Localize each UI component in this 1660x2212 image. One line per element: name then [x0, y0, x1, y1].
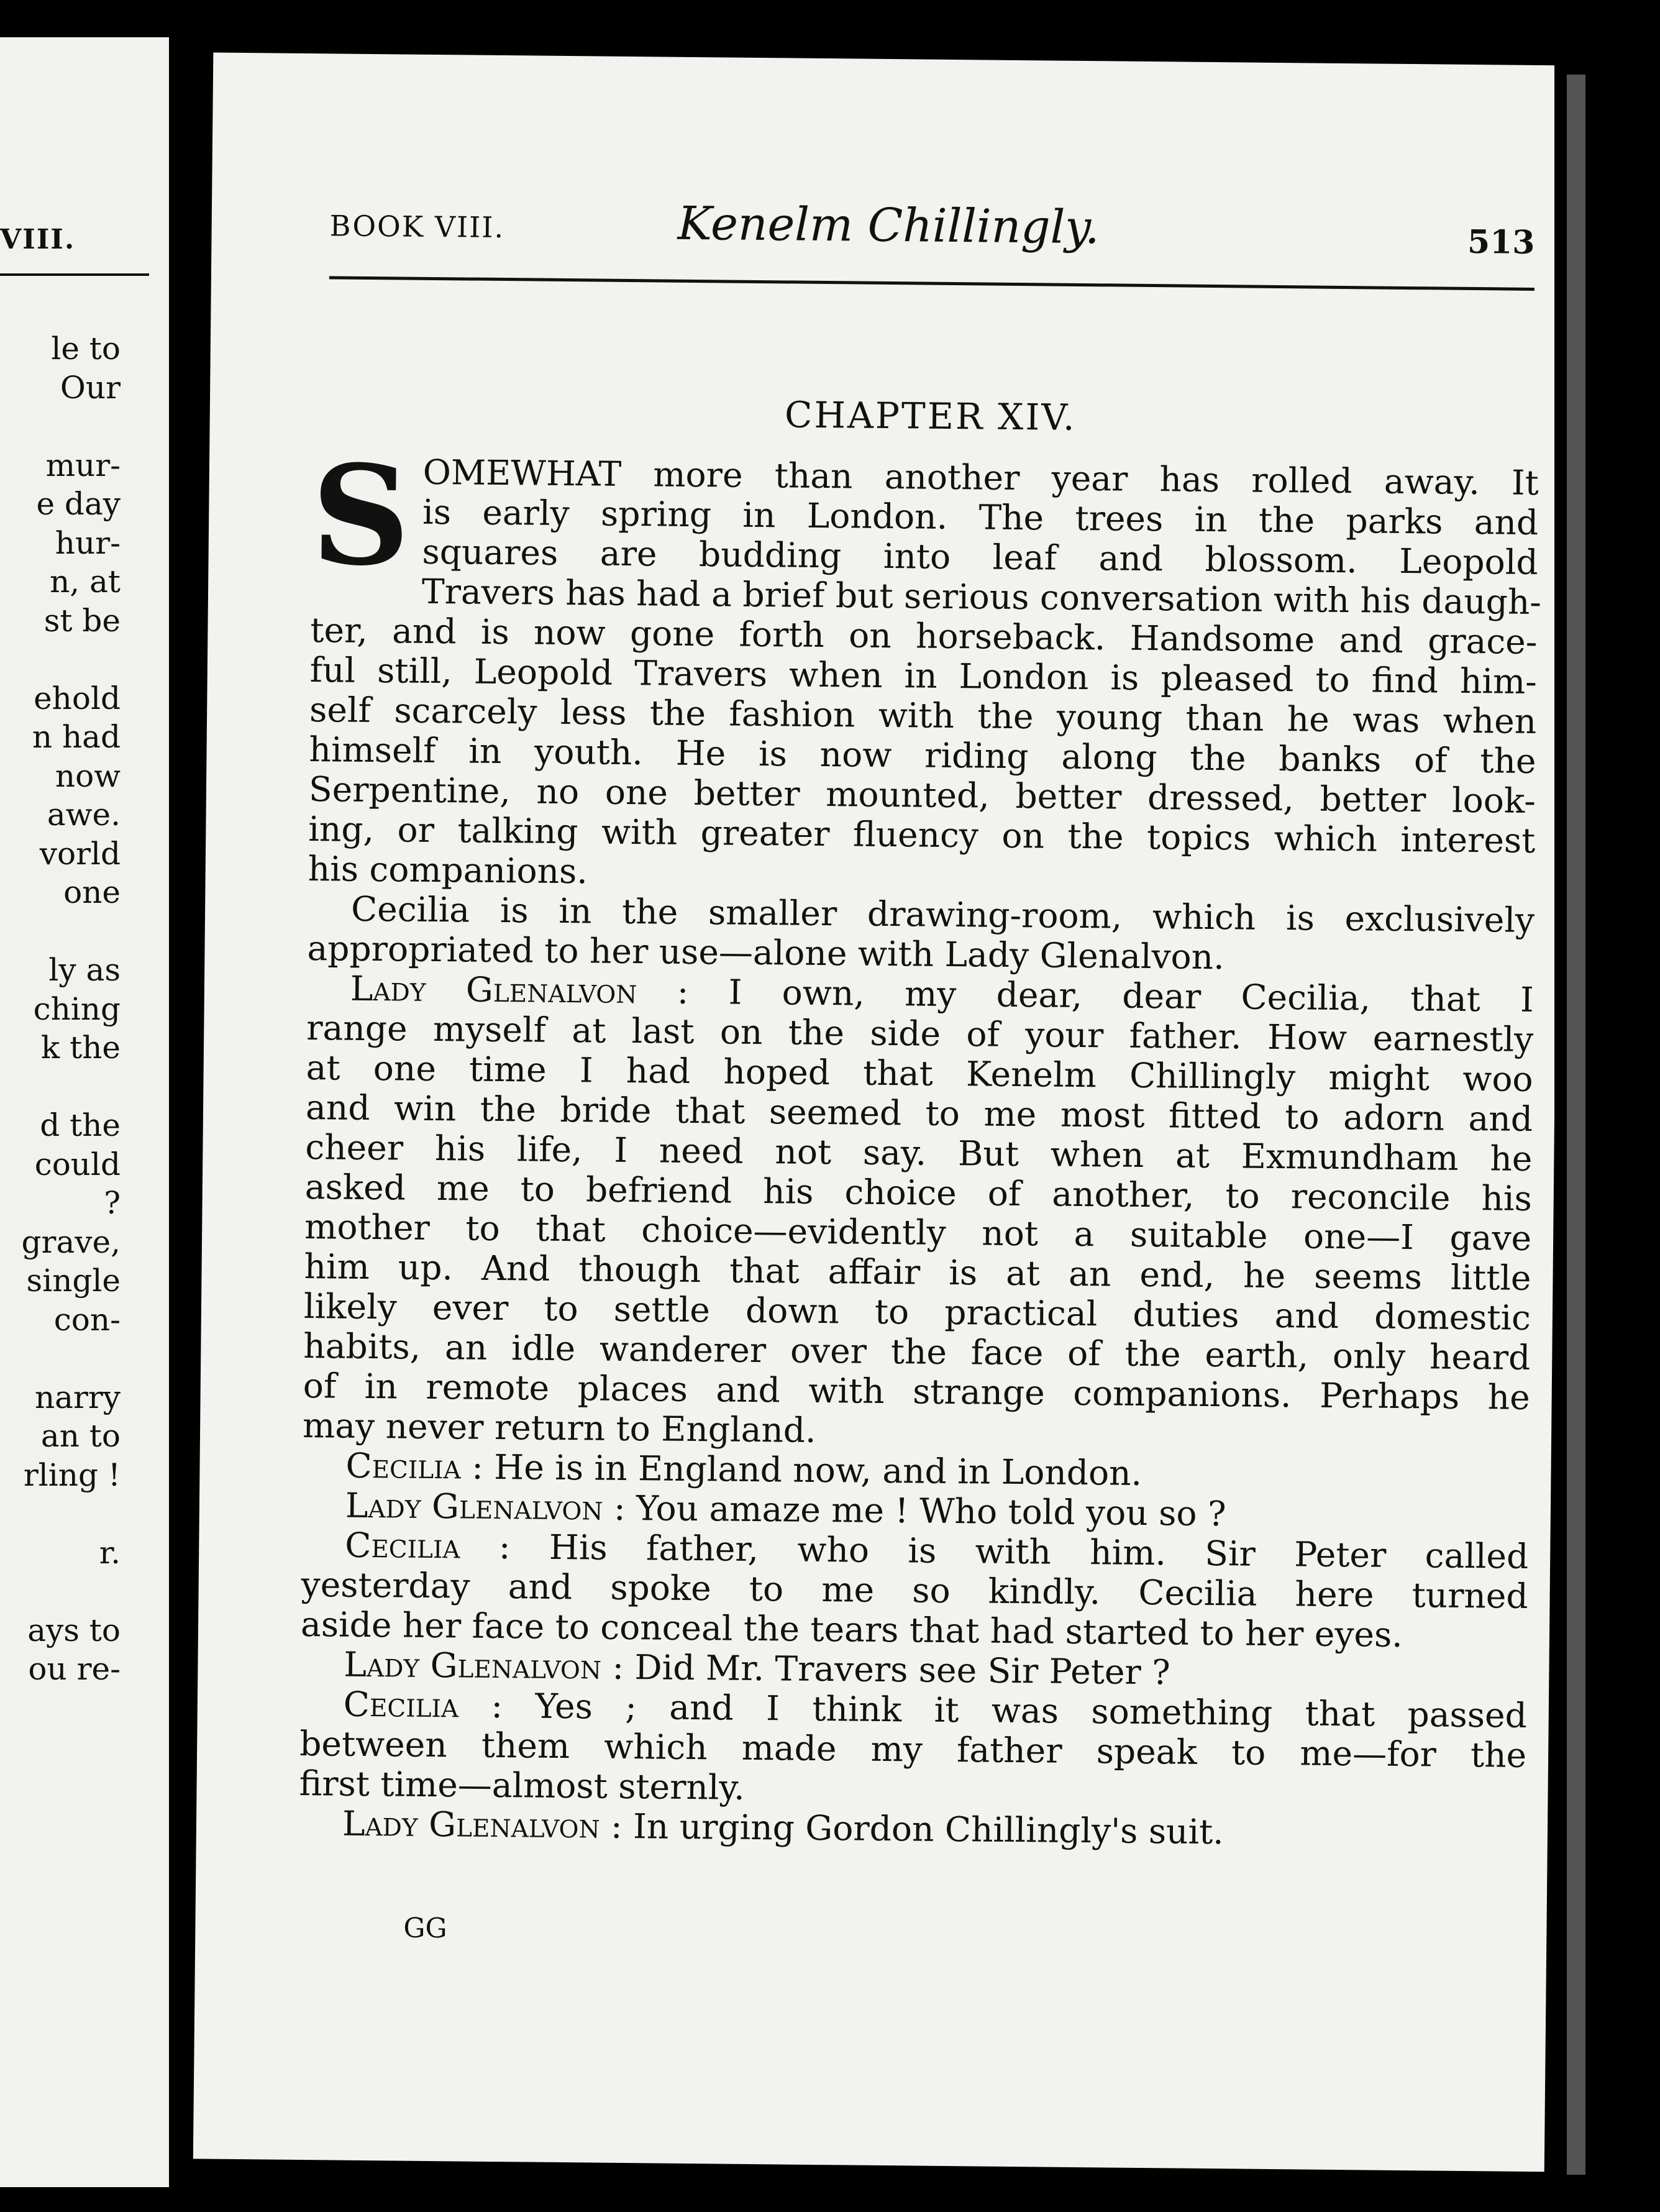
left-text-line: le to — [51, 331, 121, 367]
left-text-line: e day — [36, 486, 121, 522]
text-line: first time—almost sternly. — [299, 1763, 745, 1808]
left-text-line — [22, 912, 121, 951]
page-number: 513 — [1467, 222, 1535, 262]
text-line: ing, or talking with greater fluency on the topics which interest — [308, 809, 1536, 861]
speech-text: In urging Gordon Chillingly's suit. — [622, 1806, 1224, 1852]
left-text-line: Our — [60, 369, 121, 406]
left-page — [0, 37, 169, 2187]
left-text-line: could — [34, 1146, 121, 1182]
speech-text: He is in England now, and in London. — [483, 1446, 1142, 1493]
text-line: and win the bride that seemed to me most fitted to adorn and — [305, 1087, 1533, 1139]
left-text-line: mur- — [45, 447, 121, 483]
speech-text: Did Mr. Travers see Sir Peter ? — [623, 1647, 1170, 1693]
right-page — [193, 53, 1564, 2172]
left-text-line: hur- — [55, 524, 121, 561]
speech-text: You amaze me ! Who told you so ? — [625, 1488, 1226, 1534]
left-text-line — [22, 1339, 121, 1378]
text-line: is early spring in London. The trees in the parks and — [422, 491, 1539, 543]
text-line: appropriated to her use—alone with Lady Glenalvon. — [307, 928, 1224, 977]
paragraph-2 — [307, 889, 1535, 980]
text-line: himself in youth. He is now riding along the banks of the — [309, 729, 1536, 782]
left-text-line: n had — [32, 719, 121, 755]
text-line: him up. And though that affair is at an end, he seems little — [304, 1246, 1531, 1298]
left-text-line — [22, 407, 121, 446]
text-line: OMEWHAT more than another year has rolled away. It — [422, 452, 1539, 503]
speech-text: His father, who is with him. Sir Peter called — [510, 1527, 1529, 1576]
left-text-line — [22, 1572, 121, 1611]
left-text-line: single — [26, 1263, 121, 1299]
left-text-line: an to — [40, 1418, 121, 1454]
text-line: squares are budding into leaf and blossom. Leopold — [422, 531, 1538, 583]
signature-mark: GG — [403, 1912, 447, 1945]
left-text-line: st be — [43, 602, 121, 639]
running-header — [329, 193, 1535, 273]
text-line: between them which made my father speak to me—for the — [299, 1723, 1527, 1775]
book-label: BOOK VIII. — [329, 209, 505, 245]
chapter-title: CHAPTER XIV. — [784, 393, 1077, 439]
dialogue — [299, 968, 1534, 1855]
speaker-name: Lady Glenalvon : — [345, 1485, 626, 1528]
drop-cap: S — [310, 434, 411, 596]
left-text-line: narry — [34, 1379, 121, 1415]
page-edge-strip — [1567, 75, 1585, 2175]
running-title: Kenelm Chillingly. — [677, 196, 1100, 255]
left-text-line: grave, — [21, 1223, 121, 1260]
left-text-line — [22, 1494, 121, 1533]
speaker-name: Lady Glenalvon : — [344, 1644, 624, 1687]
text-line: habits, an idle wanderer over the face of the earth, only heard — [303, 1326, 1531, 1378]
text-line: range myself at last on the side of your father. How earnestly — [306, 1008, 1534, 1059]
speaker-name: Cecilia : — [345, 1525, 511, 1567]
text-line: Travers has had a brief but serious conversation with his daugh- — [421, 571, 1542, 623]
text-line: yesterday and spoke to me so kindly. Cecilia here turned — [301, 1564, 1528, 1616]
text-line: of in remote places and with strange companions. Perhaps he — [303, 1366, 1530, 1417]
paragraph-1 — [308, 434, 1542, 900]
left-page-rule — [0, 273, 149, 276]
speaker-name: Lady Glenalvon : — [342, 1803, 622, 1846]
text-line: Serpentine, no one better mounted, better dressed, better look- — [308, 769, 1536, 821]
left-text-line: ays to — [27, 1612, 121, 1648]
left-page-text — [22, 329, 121, 1689]
speaker-name: Cecilia : — [345, 1445, 484, 1487]
text-line: likely ever to settle down to practical duties and domestic — [303, 1286, 1531, 1338]
text-line: aside her face to conceal the tears that had started to her eyes. — [300, 1604, 1403, 1655]
text-line: ter, and is now gone forth on horseback. Handsome and grace- — [310, 610, 1538, 662]
speaker-name: Cecilia : — [343, 1684, 503, 1726]
text-line: cheer his life, I need not say. But when at Exmundham he — [305, 1127, 1533, 1179]
left-text-line: awe. — [47, 797, 121, 833]
text-line: Cecilia is in the smaller drawing-room, which is exclusively — [350, 889, 1535, 940]
left-text-line: ching — [33, 990, 121, 1027]
left-text-line: ehold — [34, 680, 121, 716]
speech-text: I own, my dear, dear Cecilia, that I — [688, 971, 1535, 1020]
text-line: asked me to befriend his choice of another, to reconcile his — [304, 1167, 1533, 1218]
body-text — [299, 434, 1542, 1855]
text-line: his companions. — [308, 849, 588, 892]
left-text-line: one — [63, 874, 121, 910]
left-text-line: now — [55, 757, 121, 794]
text-line: may never return to England. — [302, 1405, 816, 1450]
left-text-line — [22, 1067, 121, 1107]
left-text-line — [22, 640, 121, 679]
speaker-name: Lady Glenalvon : — [350, 968, 689, 1012]
left-text-line: vorld — [39, 835, 121, 872]
speech-text: Yes ; and I think it was something that passed — [502, 1686, 1528, 1735]
text-line: mother to that choice—evidently not a suitable one—I gave — [304, 1207, 1532, 1258]
text-line: at one time I had hoped that Kenelm Chillingly might woo — [306, 1048, 1533, 1099]
left-text-line: r. — [99, 1534, 121, 1571]
text-line: ful still, Leopold Travers when in London is pleased to find him- — [309, 650, 1538, 702]
left-text-line: con- — [53, 1301, 121, 1338]
left-text-line: ? — [104, 1185, 121, 1221]
text-line: self scarcely less the fashion with the young than he was when — [309, 690, 1537, 742]
left-text-line: k the — [40, 1030, 121, 1066]
left-text-line: rling ! — [23, 1456, 121, 1493]
left-text-line: ou re- — [28, 1651, 121, 1687]
header-rule — [329, 276, 1535, 291]
left-page-header: VIII. — [0, 224, 76, 255]
left-text-line: d the — [40, 1107, 121, 1143]
left-text-line: n, at — [50, 564, 121, 600]
left-text-line: ly as — [48, 952, 121, 988]
